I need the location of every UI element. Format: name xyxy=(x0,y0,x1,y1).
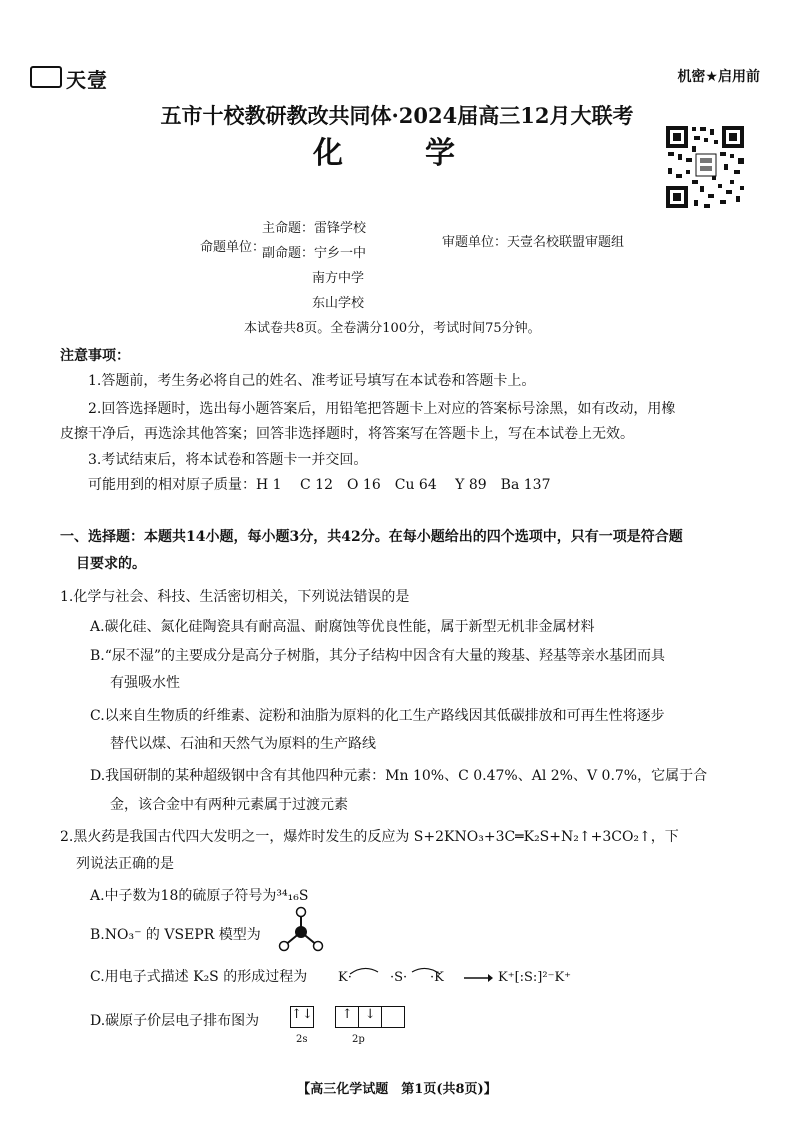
page-footer: 【高三化学试题 第1页(共8页)】 xyxy=(297,1082,497,1097)
q1-option-c-2: 替代以煤、石油和天然气为原料的生产路线 xyxy=(110,736,376,752)
orbital-2p-box-2: ↓ xyxy=(358,1006,382,1028)
curved-arrow-icon xyxy=(348,964,448,976)
confidential-label: 机密★启用前 xyxy=(677,69,760,85)
q1-option-b-1: B.“尿不湿”的主要成分是高分子树脂，其分子结构中因含有大量的羧基、羟基等亲水基团而具 xyxy=(90,648,666,664)
orbital-diagram xyxy=(290,1006,404,1028)
subject-title: 化 学 xyxy=(313,136,481,171)
school-4: 东山学校 xyxy=(312,296,365,311)
q1-option-d-2: 金，该合金中有两种元素属于过渡元素 xyxy=(110,797,348,813)
atomic-masses: 可能用到的相对原子质量：H 1 C 12 O 16 Cu 64 Y 89 Ba 137 xyxy=(88,477,551,493)
q1-option-b-2: 有强吸水性 xyxy=(110,675,180,691)
c-right-k: ·K xyxy=(430,970,444,985)
c-product: K⁺[:S:]²⁻K⁺ xyxy=(498,970,572,985)
q1-stem: 1.化学与社会、科技、生活密切相关，下列说法错误的是 xyxy=(60,589,410,605)
notice-item-3: 3.考试结束后，将本试卷和答题卡一并交回。 xyxy=(88,452,368,468)
q1-option-c-1: C.以来自生物质的纤维素、淀粉和油脂为原料的化工生产路线因其低碳排放和可再生性将逐步 xyxy=(90,708,665,724)
orbital-label-2p: 2p xyxy=(352,1034,365,1045)
section-heading-2: 目要求的。 xyxy=(76,556,146,572)
q2-option-d: D.碳原子价层电子排布图为 xyxy=(90,1013,260,1029)
q1-option-a: A.碳化硅、氮化硅陶瓷具有耐高温、耐腐蚀等优良性能，属于新型无机非金属材料 xyxy=(90,619,595,635)
school-3: 南方中学 xyxy=(312,271,365,286)
logo-mark-icon xyxy=(30,66,62,88)
proposer-label: 命题单位： xyxy=(200,240,266,255)
q2-stem-1: 2.黑火药是我国古代四大发明之一，爆炸时发生的反应为 S+2KNO₃+3C═K₂S+N₂↑+3CO₂↑，下 xyxy=(60,829,679,845)
reaction-arrow-icon xyxy=(462,972,494,984)
publisher-logo xyxy=(30,64,138,92)
qr-code-icon xyxy=(664,124,746,210)
review-unit: 审题单位：天壹名校联盟审题组 xyxy=(442,235,625,250)
logo-text: 天壹 xyxy=(66,68,108,92)
orbital-2s-box: ↑↓ xyxy=(290,1006,314,1028)
vice-proposer: 副命题：宁乡一中 xyxy=(262,246,367,261)
c-sulfur: ·S· xyxy=(390,970,408,985)
notice-item-1: 1.答题前，考生务必将自己的姓名、准考证号填写在本试卷和答题卡上。 xyxy=(88,373,536,389)
section-heading-1: 一、选择题：本题共14小题，每小题3分，共42分。在每小题给出的四个选项中，只有一项是符合题 xyxy=(60,529,683,545)
q2-option-a: A.中子数为18的硫原子符号为³⁴₁₆S xyxy=(90,888,309,904)
q1-option-d-1: D.我国研制的某种超级钢中含有其他四种元素：Mn 10%、C 0.47%、Al 2%、V 0.7%，它属于合 xyxy=(90,768,708,784)
orbital-label-2s: 2s xyxy=(296,1034,308,1045)
exam-info: 本试卷共8页。全卷满分100分，考试时间75分钟。 xyxy=(244,321,541,336)
electron-formula-diagram xyxy=(338,964,572,992)
orbital-2p-box-1: ↑ xyxy=(335,1006,359,1028)
q2-stem-2: 列说法正确的是 xyxy=(76,856,174,872)
orbital-2p-box-3 xyxy=(381,1006,405,1028)
main-proposer: 主命题：雷锋学校 xyxy=(262,221,367,236)
exam-title: 五市十校教研教改共同体·2024届高三12月大联考 xyxy=(160,103,634,128)
q2-option-b: B.NO₃⁻ 的 VSEPR 模型为 xyxy=(90,927,261,943)
c-left-k: K· xyxy=(338,970,352,985)
notice-item-2a: 2.回答选择题时，选出每小题答案后，用铅笔把答题卡上对应的答案标号涂黑，如有改动，用橡 xyxy=(88,401,676,417)
notice-title: 注意事项： xyxy=(60,348,130,364)
q2-option-c: C.用电子式描述 K₂S 的形成过程为 xyxy=(90,969,308,985)
notice-item-2b: 皮擦干净后，再选涂其他答案；回答非选择题时，将答案写在答题卡上，写在本试卷上无效。 xyxy=(60,426,634,442)
vsepr-model-diagram xyxy=(276,906,326,956)
